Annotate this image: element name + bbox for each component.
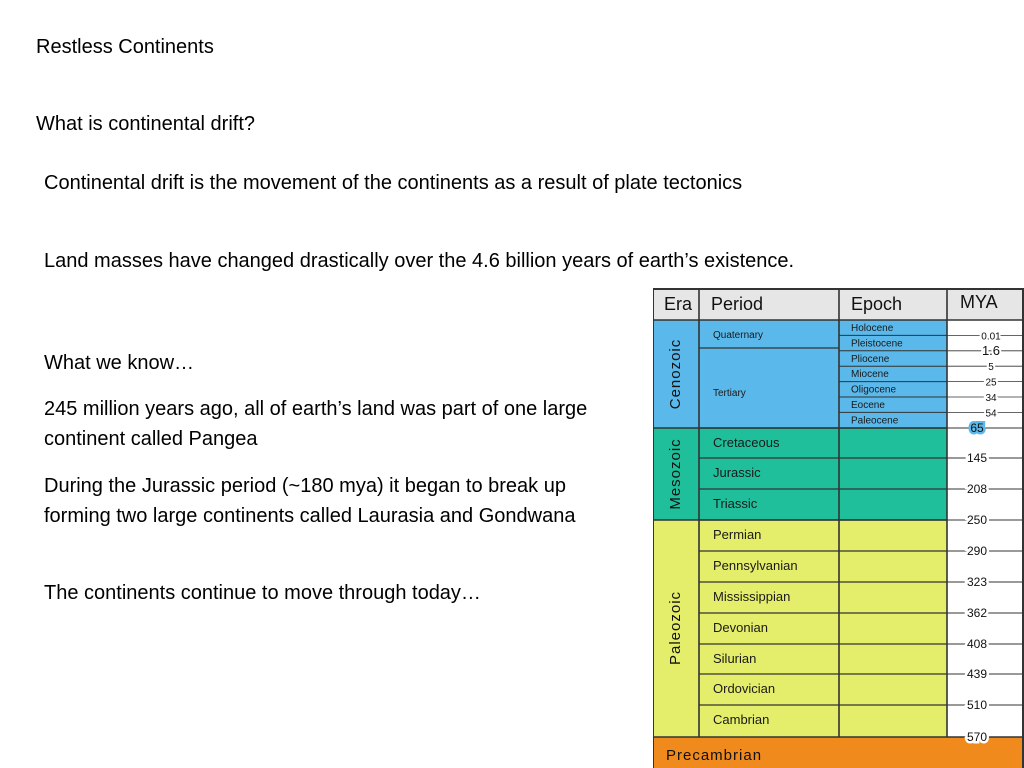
period-ordovician: Ordovician <box>713 681 776 696</box>
mya-250: 250 <box>966 513 988 527</box>
mya-65: 65 <box>970 421 984 435</box>
epoch-paleocene: Paleocene <box>851 415 899 427</box>
geologic-timescale-table <box>653 288 1024 768</box>
header-period: Period <box>711 294 764 314</box>
pangea-text: 245 million years ago, all of earth’s land was part of one large continent called Pangea <box>44 398 588 450</box>
mya-290: 290 <box>966 544 988 558</box>
period-tertiary: Tertiary <box>713 388 746 399</box>
mya-439: 439 <box>966 667 988 681</box>
period-pennsylvanian: Pennsylvanian <box>713 558 798 573</box>
era-mesozoic-label: Mesozoic <box>667 438 684 510</box>
definition-text: Continental drift is the movement of the continents as a result of plate tectonics <box>44 172 743 194</box>
question-heading: What is continental drift? <box>36 113 255 135</box>
period-devonian: Devonian <box>713 620 768 635</box>
epoch-miocene: Miocene <box>851 369 889 381</box>
period-jurassic: Jurassic <box>713 465 761 480</box>
period-triassic: Triassic <box>713 496 758 511</box>
period-quaternary: Quaternary <box>713 330 764 341</box>
epoch-oligocene: Oligocene <box>851 384 897 396</box>
mya-362: 362 <box>966 606 988 620</box>
period-cretaceous: Cretaceous <box>713 435 780 450</box>
mya-34: 34 <box>985 393 997 404</box>
era-precambrian-label: Precambrian <box>666 747 763 764</box>
jurassic-text: During the Jurassic period (~180 mya) it began to break up forming two large continents called Laurasia and Gondwana <box>44 475 576 527</box>
header-epoch: Epoch <box>851 294 903 314</box>
era-paleozoic-label: Paleozoic <box>667 590 684 666</box>
epoch-pliocene: Pliocene <box>851 353 890 365</box>
epoch-holocene: Holocene <box>851 323 894 334</box>
period-cambrian: Cambrian <box>713 712 770 727</box>
today-text: The continents continue to move through today… <box>44 582 481 604</box>
history-text: Land masses have changed drastically over the 4.6 billion years of earth’s existence. <box>44 250 795 272</box>
epoch-eocene: Eocene <box>851 400 885 411</box>
cenozoic-band <box>653 320 947 428</box>
mya-1-6: 1.6 <box>981 342 1001 358</box>
period-silurian: Silurian <box>713 651 757 666</box>
mya-510: 510 <box>966 698 988 712</box>
mya-5: 5 <box>988 362 994 374</box>
mya-145: 145 <box>966 451 988 465</box>
mesozoic-band <box>653 428 947 520</box>
what-we-know-heading: What we know… <box>44 352 195 374</box>
slide-title: Restless Continents <box>36 36 214 58</box>
period-permian: Permian <box>713 527 762 542</box>
mya-208: 208 <box>966 482 988 496</box>
header-era: Era <box>664 294 693 314</box>
mya-25: 25 <box>985 377 997 389</box>
period-mississippian: Mississippian <box>713 589 791 604</box>
mya-54: 54 <box>985 408 997 420</box>
epoch-pleistocene: Pleistocene <box>851 338 903 350</box>
header-mya: MYA <box>960 292 998 312</box>
mya-323: 323 <box>966 575 988 589</box>
mya-570: 570 <box>966 730 988 744</box>
mya-0-01: 0.01 <box>981 331 1001 343</box>
era-cenozoic-label: Cenozoic <box>667 338 684 410</box>
mya-408: 408 <box>966 637 988 651</box>
